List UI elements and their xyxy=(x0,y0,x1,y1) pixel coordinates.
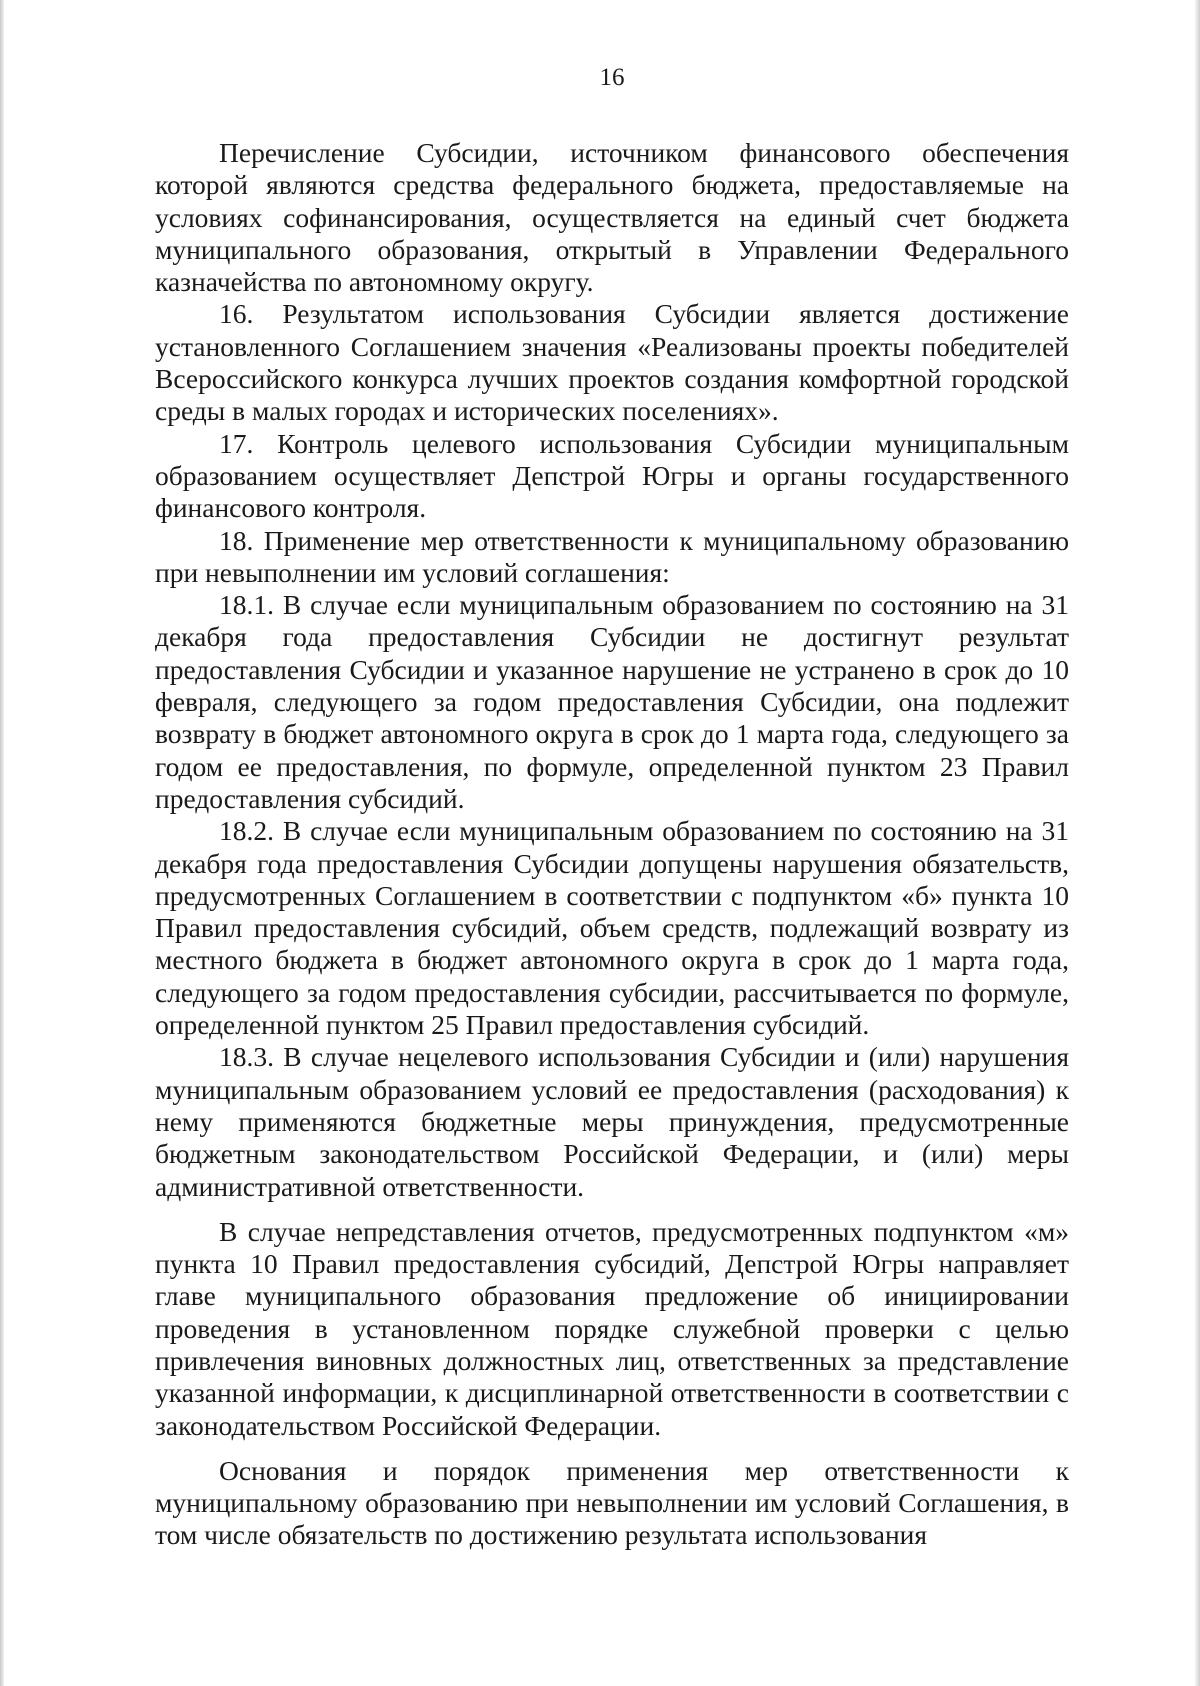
paragraph-reports-failure: В случае непредставления отчетов, предусмотренных подпунктом «м» пункта 10 Правил предоставления субсидий, Депстрой Югры направляет главе муниципального образования предложение об инициировании проведения в установленном порядке служебной проверки с целью привлечения виновных должностных лиц, ответственных за представление указанной информации, к дисциплинарной ответственности в соответствии с законодательством Российской Федерации. xyxy=(155,1215,1069,1441)
page-number: 16 xyxy=(599,64,625,91)
paragraph-16-result: 16. Результатом использования Субсидии является достижение установленного Соглашением значения «Реализованы проекты победителей Всероссийского конкурса лучших проектов создания комфортной городской среды в малых городах и исторических поселениях». xyxy=(155,298,1069,427)
scan-edge-left xyxy=(0,0,4,1686)
paragraph-18-responsibility: 18. Применение мер ответственности к муниципальному образованию при невыполнении им условий соглашения: xyxy=(155,524,1069,588)
paragraph-grounds: Основания и порядок применения мер ответственности к муниципальному образованию при невыполнении им условий Соглашения, в том числе обязательств по достижению результата использования xyxy=(155,1454,1069,1551)
paragraph-18-2: 18.2. В случае если муниципальным образованием по состоянию на 31 декабря года предоставления Субсидии допущены нарушения обязательств, предусмотренных Соглашением в соответствии с подпунктом «б» пункта 10 Правил предоставления субсидий, объем средств, подлежащий возврату из местного бюджета в бюджет автономного округа в срок до 1 марта года, следующего за годом предоставления субсидии, рассчитывается по формуле, определенной пунктом 25 Правил предоставления субсидий. xyxy=(155,815,1069,1041)
paragraph-17-control: 17. Контроль целевого использования Субсидии муниципальным образованием осуществляет Депстрой Югры и органы государственного финансового контроля. xyxy=(155,427,1069,524)
scan-edge-right xyxy=(1195,0,1200,1686)
paragraph-subsidy-transfer: Перечисление Субсидии, источником финансового обеспечения которой являются средства федерального бюджета, предоставляемые на условиях софинансирования, осуществляется на единый счет бюджета муниципального образования, открытый в Управлении Федерального казначейства по автономному округу. xyxy=(155,137,1069,298)
document-body xyxy=(155,137,1069,1552)
paragraph-18-1: 18.1. В случае если муниципальным образованием по состоянию на 31 декабря года предоставления Субсидии не достигнут результат предоставления Субсидии и указанное нарушение не устранено в срок до 10 февраля, следующего за годом предоставления Субсидии, она подлежит возврату в бюджет автономного округа в срок до 1 марта года, следующего за годом ее предоставления, по формуле, определенной пунктом 23 Правил предоставления субсидий. xyxy=(155,589,1069,814)
paragraph-18-3: 18.3. В случае нецелевого использования Субсидии и (или) нарушения муниципальным образованием условий ее предоставления (расходования) к нему применяются бюджетные меры принуждения, предусмотренные бюджетным законодательством Российской Федерации, и (или) меры административной ответственности. xyxy=(155,1041,1069,1202)
